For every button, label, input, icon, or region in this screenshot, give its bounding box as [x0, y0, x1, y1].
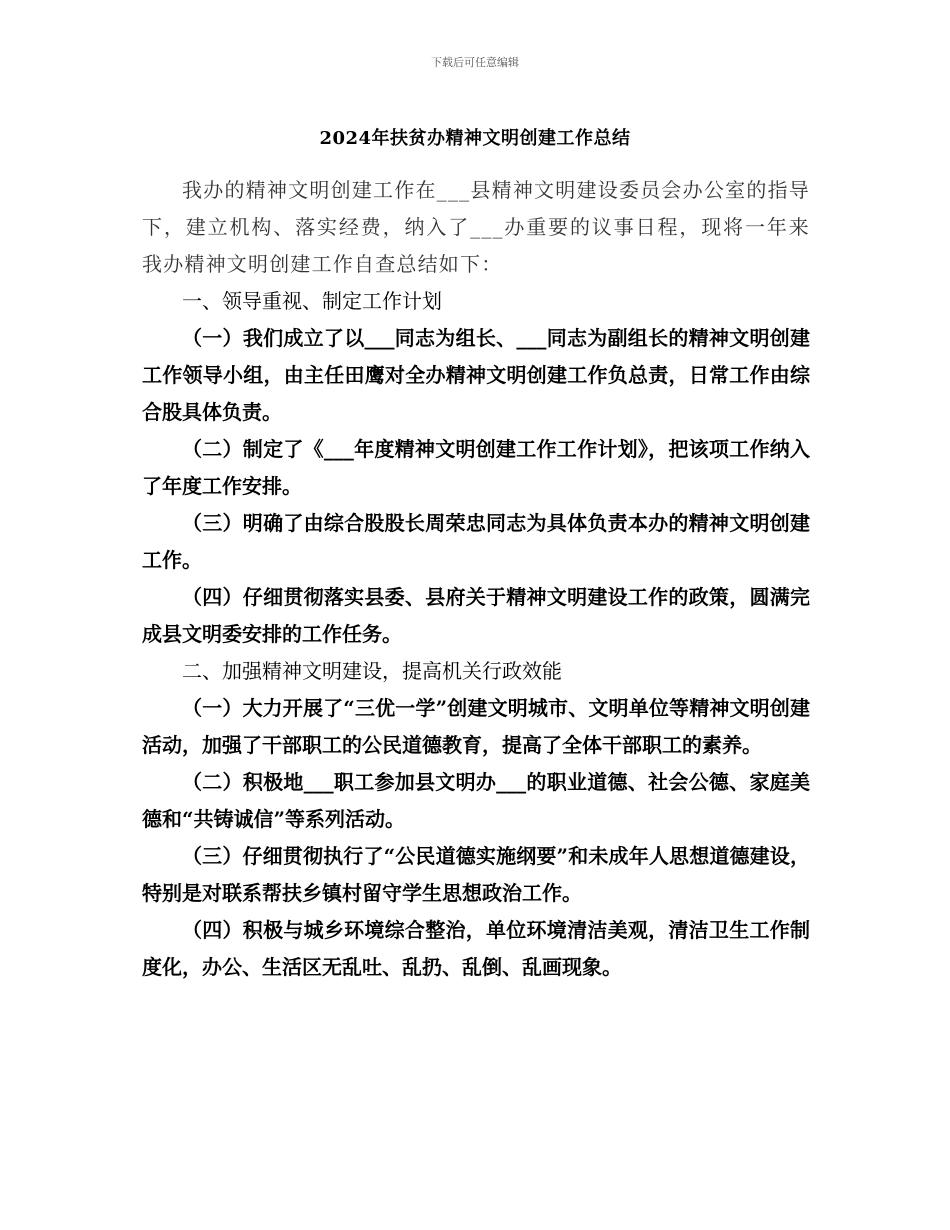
- section1-paragraph-1: （一）我们成立了以___同志为组长、___同志为副组长的精神文明创建工作领导小组，由主任田鹰对全办精神文明创建工作负总责，日常工作由综合股具体负责。: [142, 326, 810, 424]
- section1-paragraph-2: （二）制定了《___年度精神文明创建工作工作计划》，把该项工作纳入了年度工作安排。: [142, 437, 810, 498]
- section1-paragraph-3: （三）明确了由综合股股长周荣忠同志为具体负责本办的精神文明创建工作。: [142, 511, 810, 572]
- document-body: [142, 172, 810, 986]
- section2-paragraph-3: （三）仔细贯彻执行了“公民道德实施纲要”和未成年人思想道德建设，特别是对联系帮扶乡镇村留守学生思想政治工作。: [142, 844, 810, 905]
- document-title: 2024年扶贫办精神文明创建工作总结: [319, 128, 631, 149]
- section2-paragraph-2: （二）积极地___职工参加县文明办___的职业道德、社会公德、家庭美德和“共铸诚信”等系列活动。: [142, 770, 810, 831]
- section-heading-1: 一、领导重视、制定工作计划: [182, 289, 442, 313]
- intro-paragraph: 我办的精神文明创建工作在___县精神文明建设委员会办公室的指导下，建立机构、落实经费，纳入了___办重要的议事日程，现将一年来我办精神文明创建工作自查总结如下：: [142, 178, 810, 276]
- section1-paragraph-4: （四）仔细贯彻落实县委、县府关于精神文明建设工作的政策，圆满完成县文明委安排的工作任务。: [142, 585, 810, 646]
- section-heading-2: 二、加强精神文明建设，提高机关行政效能: [182, 659, 562, 683]
- section2-paragraph-4: （四）积极与城乡环境综合整治，单位环境清洁美观，清洁卫生工作制度化，办公、生活区无乱吐、乱扔、乱倒、乱画现象。: [142, 918, 810, 979]
- header-note: 下载后可任意编辑: [431, 56, 519, 69]
- section2-paragraph-1: （一）大力开展了“三优一学”创建文明城市、文明单位等精神文明创建活动，加强了干部职工的公民道德教育，提高了全体干部职工的素养。: [142, 696, 810, 757]
